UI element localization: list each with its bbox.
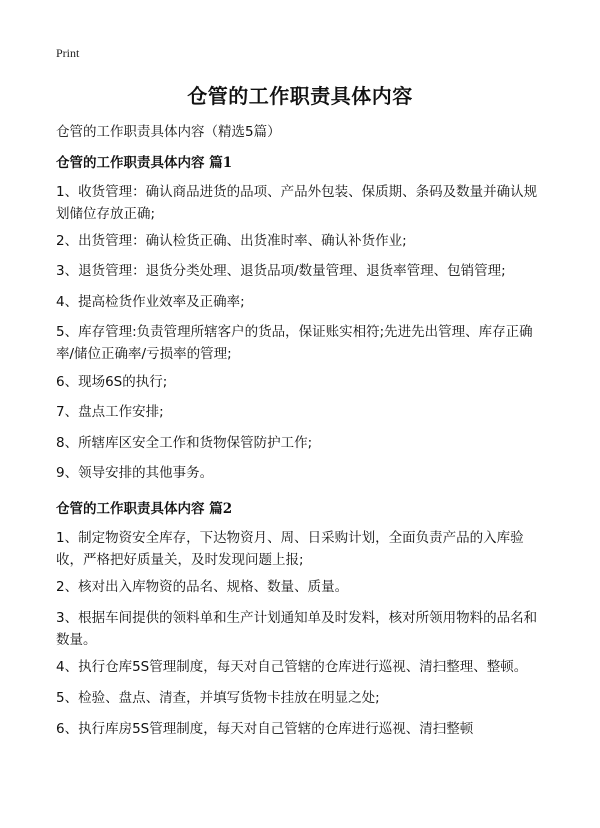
page-title: 仓管的工作职责具体内容 xyxy=(187,84,413,108)
list-item: 3、退货管理：退货分类处理、退货品项/数量管理、退货率管理、包销管理; xyxy=(56,263,506,279)
list-item: 6、执行库房5S管理制度，每天对自己管辖的仓库进行巡视、清扫整顿 xyxy=(56,721,474,737)
list-item: 1、制定物资安全库存，下达物资月、周、日采购计划，全面负责产品的入库验收，严格把好质量关，及时发现问题上报; xyxy=(56,530,524,568)
list-item: 2、出货管理：确认检货正确、出货准时率、确认补货作业; xyxy=(56,233,407,249)
list-item: 4、提高检货作业效率及正确率; xyxy=(56,294,245,310)
list-item: 5、检验、盘点、清查，并填写货物卡挂放在明显之处; xyxy=(56,690,380,706)
list-item: 2、核对出入库物资的品名、规格、数量、质量。 xyxy=(56,579,349,595)
list-item: 7、盘点工作安排; xyxy=(56,404,164,420)
list-item: 9、领导安排的其他事务。 xyxy=(56,465,214,481)
list-item: 6、现场6S的执行; xyxy=(56,374,168,390)
section-heading-2: 仓管的工作职责具体内容 篇2 xyxy=(56,501,233,517)
list-item: 4、执行仓库5S管理制度，每天对自己管辖的仓库进行巡视、清扫整理、整顿。 xyxy=(56,659,528,675)
print-label: Print xyxy=(56,46,80,60)
list-item: 5、库存管理:负责管理所辖客户的货品，保证账实相符;先进先出管理、库存正确率/储位正确率/亏损率的管理; xyxy=(56,324,533,362)
section-heading-1: 仓管的工作职责具体内容 篇1 xyxy=(56,155,233,171)
list-item: 8、所辖库区安全工作和货物保管防护工作; xyxy=(56,435,313,451)
list-item: 1、收货管理：确认商品进货的品项、产品外包装、保质期、条码及数量并确认规划储位存放正确; xyxy=(56,184,538,222)
list-item: 3、根据车间提供的领料单和生产计划通知单及时发料，核对所领用物料的品名和数量。 xyxy=(56,610,538,648)
page-subtitle: 仓管的工作职责具体内容（精选5篇） xyxy=(56,124,281,140)
